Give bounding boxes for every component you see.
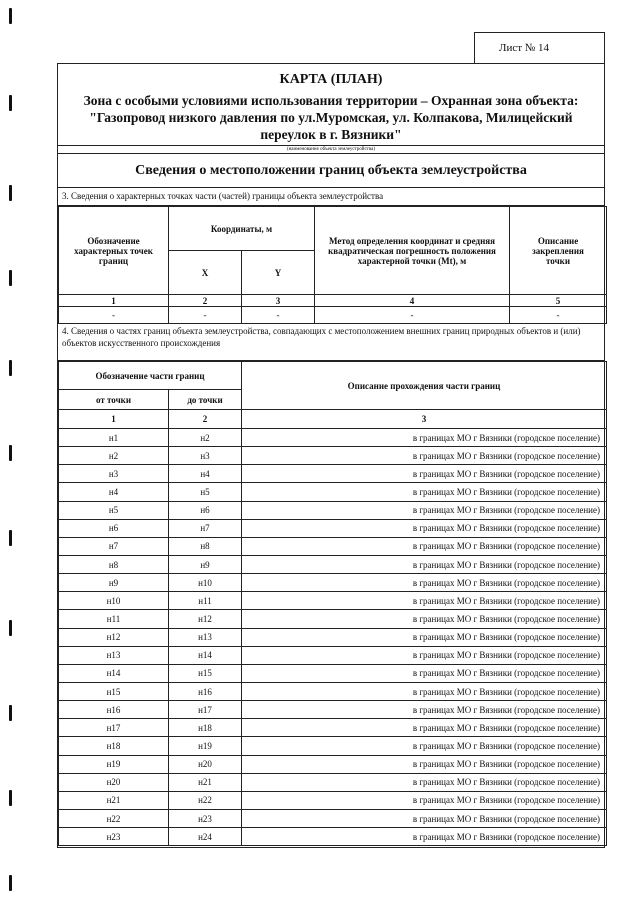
scan-mark (9, 95, 12, 111)
title-block (58, 64, 604, 146)
part-description: в границах МО г Вязники (городское поселение) (242, 791, 607, 809)
part-description: в границах МО г Вязники (городское поселение) (242, 701, 607, 719)
from-point: н3 (59, 465, 169, 483)
col-number: 1 (59, 410, 169, 429)
table-row (59, 664, 607, 682)
to-point: н3 (169, 447, 242, 465)
object-title-line: переулок в г. Вязники" (260, 127, 402, 142)
to-point: н12 (169, 610, 242, 628)
to-point: н7 (169, 519, 242, 537)
from-point: н13 (59, 646, 169, 664)
scan-mark (9, 185, 12, 201)
from-point: н5 (59, 501, 169, 519)
to-point: н4 (169, 465, 242, 483)
from-point: н1 (59, 429, 169, 447)
object-title-line: "Газопровод низкого давления по ул.Муромская, ул. Колпакова, Милицейский (89, 110, 573, 125)
from-point: н9 (59, 574, 169, 592)
scan-mark (9, 620, 12, 636)
table-row (59, 519, 607, 537)
part-description: в границах МО г Вязники (городское поселение) (242, 664, 607, 682)
part-description: в границах МО г Вязники (городское поселение) (242, 465, 607, 483)
from-point: н10 (59, 592, 169, 610)
table-cell: - (315, 307, 510, 324)
header-to: до точки (169, 390, 242, 410)
table-row (59, 610, 607, 628)
to-point: н8 (169, 537, 242, 555)
from-point: н7 (59, 537, 169, 555)
part-description: в границах МО г Вязники (городское поселение) (242, 483, 607, 501)
from-point: н17 (59, 719, 169, 737)
table-row (59, 719, 607, 737)
part-description: в границах МО г Вязники (городское поселение) (242, 628, 607, 646)
from-point: н4 (59, 483, 169, 501)
scan-mark (9, 8, 12, 24)
header-designation: Обозначение характерных точек границ (59, 207, 169, 295)
table-cell: - (510, 307, 607, 324)
header-fixing: Описание закрепления точки (510, 207, 607, 295)
table-row (59, 429, 607, 447)
part-description: в границах МО г Вязники (городское поселение) (242, 646, 607, 664)
header-method: Метод определения координат и средняя квадратическая погрешность положения характерной точки (Mt), м (315, 207, 510, 295)
table-row (59, 501, 607, 519)
table-cell: - (242, 307, 315, 324)
header-y: Y (242, 251, 315, 295)
scan-mark (9, 790, 12, 806)
col-number: 1 (59, 295, 169, 307)
from-point: н19 (59, 755, 169, 773)
from-point: н15 (59, 682, 169, 700)
table-row (59, 755, 607, 773)
from-point: н22 (59, 809, 169, 827)
section3-title: 3. Сведения о характерных точках части (частей) границы объекта землеустройства (58, 188, 604, 206)
header-x: X (169, 251, 242, 295)
part-description: в границах МО г Вязники (городское поселение) (242, 537, 607, 555)
object-caption: (наименование объекта землеустройства) (58, 146, 604, 154)
from-point: н18 (59, 737, 169, 755)
to-point: н13 (169, 628, 242, 646)
to-point: н6 (169, 501, 242, 519)
to-point: н18 (169, 719, 242, 737)
to-point: н23 (169, 809, 242, 827)
object-title (58, 92, 604, 143)
to-point: н14 (169, 646, 242, 664)
part-description: в границах МО г Вязники (городское поселение) (242, 719, 607, 737)
to-point: н20 (169, 755, 242, 773)
table-row (59, 791, 607, 809)
part-description: в границах МО г Вязники (городское поселение) (242, 447, 607, 465)
scan-mark (9, 270, 12, 286)
from-point: н12 (59, 628, 169, 646)
scan-mark (9, 360, 12, 376)
to-point: н19 (169, 737, 242, 755)
part-description: в границах МО г Вязники (городское поселение) (242, 737, 607, 755)
points-table (58, 206, 607, 324)
to-point: н21 (169, 773, 242, 791)
from-point: н8 (59, 555, 169, 573)
from-point: н6 (59, 519, 169, 537)
part-description: в границах МО г Вязники (городское поселение) (242, 828, 607, 846)
part-description: в границах МО г Вязники (городское поселение) (242, 555, 607, 573)
part-description: в границах МО г Вязники (городское поселение) (242, 519, 607, 537)
from-point: н11 (59, 610, 169, 628)
to-point: н2 (169, 429, 242, 447)
table-row (59, 828, 607, 846)
col-number: 3 (242, 295, 315, 307)
boundary-parts-table (58, 361, 607, 846)
table-row (59, 555, 607, 573)
table-row (59, 537, 607, 555)
table-row (59, 646, 607, 664)
part-description: в границах МО г Вязники (городское поселение) (242, 755, 607, 773)
header-from: от точки (59, 390, 169, 410)
table-row (59, 574, 607, 592)
from-point: н14 (59, 664, 169, 682)
to-point: н15 (169, 664, 242, 682)
table-cell: - (169, 307, 242, 324)
object-title-line: Зона с особыми условиями использования территории – Охранная зона объекта: (83, 93, 579, 108)
table-row (59, 628, 607, 646)
table-row (59, 465, 607, 483)
col-number: 2 (169, 295, 242, 307)
scan-mark (9, 705, 12, 721)
section4-title: 4. Сведения о частях границ объекта землеустройства, совпадающих с местоположением внешних границ природных объектов и (или) объектов искусственного происхождения (58, 323, 604, 361)
part-description: в границах МО г Вязники (городское поселение) (242, 574, 607, 592)
to-point: н5 (169, 483, 242, 501)
part-description: в границах МО г Вязники (городское поселение) (242, 809, 607, 827)
table-cell: - (59, 307, 169, 324)
part-description: в границах МО г Вязники (городское поселение) (242, 773, 607, 791)
col-number: 3 (242, 410, 607, 429)
from-point: н20 (59, 773, 169, 791)
col-number: 2 (169, 410, 242, 429)
from-point: н23 (59, 828, 169, 846)
scan-mark (9, 875, 12, 891)
sheet-number: Лист № 14 (474, 32, 605, 64)
from-point: н16 (59, 701, 169, 719)
section-heading: Сведения о местоположении границ объекта землеустройства (58, 154, 604, 188)
document-frame (57, 63, 605, 848)
to-point: н9 (169, 555, 242, 573)
scan-mark (9, 530, 12, 546)
table-row (59, 447, 607, 465)
table-row (59, 773, 607, 791)
to-point: н17 (169, 701, 242, 719)
part-description: в границах МО г Вязники (городское поселение) (242, 592, 607, 610)
to-point: н11 (169, 592, 242, 610)
part-description: в границах МО г Вязники (городское поселение) (242, 429, 607, 447)
table-row (59, 592, 607, 610)
to-point: н16 (169, 682, 242, 700)
from-point: н2 (59, 447, 169, 465)
table-row (59, 809, 607, 827)
map-title: КАРТА (ПЛАН) (279, 72, 383, 87)
to-point: н10 (169, 574, 242, 592)
table-row (59, 701, 607, 719)
table-row (59, 682, 607, 700)
scan-mark (9, 445, 12, 461)
col-number: 5 (510, 295, 607, 307)
to-point: н24 (169, 828, 242, 846)
to-point: н22 (169, 791, 242, 809)
part-description: в границах МО г Вязники (городское поселение) (242, 610, 607, 628)
header-desc: Описание прохождения части границ (242, 362, 607, 410)
table-row (59, 737, 607, 755)
header-coords: Координаты, м (169, 207, 315, 251)
from-point: н21 (59, 791, 169, 809)
header-part: Обозначение части границ (59, 362, 242, 390)
table-row (59, 483, 607, 501)
col-number: 4 (315, 295, 510, 307)
part-description: в границах МО г Вязники (городское поселение) (242, 682, 607, 700)
part-description: в границах МО г Вязники (городское поселение) (242, 501, 607, 519)
